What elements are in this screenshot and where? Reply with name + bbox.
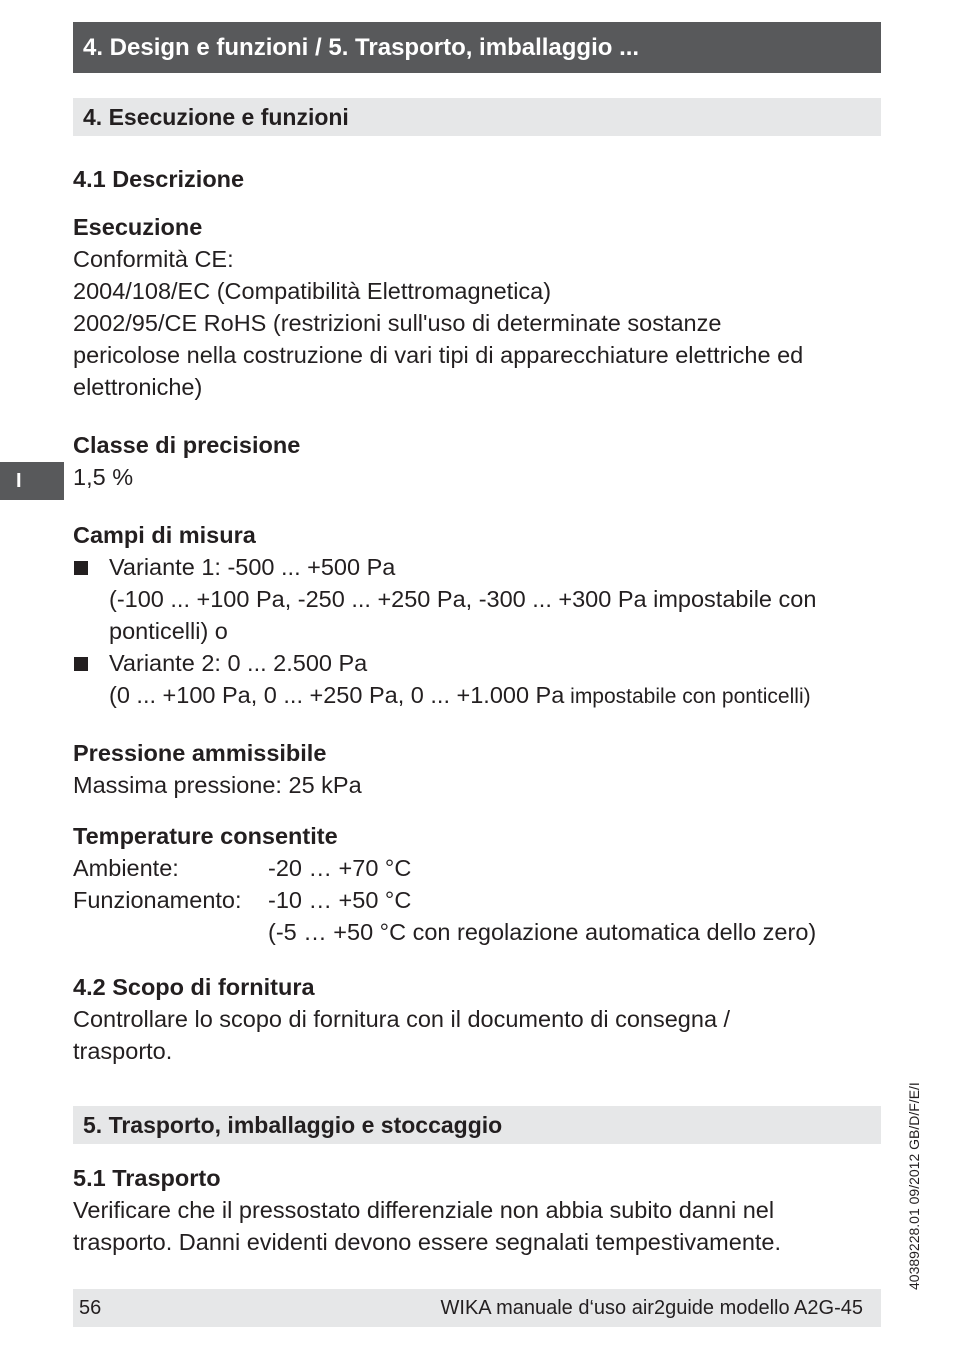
variante-1-detail: (-100 ... +100 Pa, -250 ... +250 Pa, -300 ... +300 Pa impostabile con <box>109 586 817 612</box>
section-5-title: 5. Trasporto, imballaggio e stoccaggio <box>73 1106 881 1144</box>
temp-funzionamento-value: -10 … +50 °C <box>268 887 412 913</box>
esecuzione-line: Conformità CE: <box>73 246 234 272</box>
esecuzione-line: elettroniche) <box>73 374 203 400</box>
variante-1-detail: ponticelli) o <box>109 618 228 644</box>
variante-2-detail <box>109 679 811 713</box>
trasporto-line: Verificare che il pressostato differenziale non abbia subito danni nel <box>73 1197 775 1223</box>
page-number: 56 <box>79 1297 102 1319</box>
pressione-heading: Pressione ammissibile <box>73 740 327 766</box>
variante-2-detail-main: (0 ... +100 Pa, 0 ... +250 Pa, 0 ... +1.000 Pa <box>109 682 565 708</box>
variante-2-text: Variante 2: 0 ... 2.500 Pa <box>109 650 368 676</box>
variante-2-detail-small: impostabile con ponticelli) <box>564 685 811 708</box>
page-header: 4. Design e funzioni / 5. Trasporto, imballaggio ... <box>73 22 881 73</box>
subsection-4-2-heading: 4.2 Scopo di fornitura <box>73 974 315 1000</box>
esecuzione-line: pericolose nella costruzione di vari tipi di apparecchiature elettriche ed <box>73 342 804 368</box>
page-footer <box>73 1289 881 1327</box>
esecuzione-line: 2004/108/EC (Compatibilità Elettromagnetica) <box>73 278 552 304</box>
temp-ambiente-value: -20 … +70 °C <box>268 855 412 881</box>
classe-heading: Classe di precisione <box>73 432 301 458</box>
language-tab: I <box>0 462 64 500</box>
esecuzione-heading: Esecuzione <box>73 214 203 240</box>
pressione-value: Massima pressione: 25 kPa <box>73 772 362 798</box>
classe-value: 1,5 % <box>73 464 134 490</box>
temp-funzionamento-note: (-5 … +50 °C con regolazione automatica dello zero) <box>268 919 817 945</box>
campi-heading: Campi di misura <box>73 522 256 548</box>
subsection-4-1-heading: 4.1 Descrizione <box>73 166 245 192</box>
scopo-line: trasporto. <box>73 1038 173 1064</box>
temp-funzionamento-label: Funzionamento: <box>73 887 242 913</box>
footer-text: WIKA manuale d‘uso air2guide modello A2G-45 <box>440 1297 863 1319</box>
document-code: 40389228.01 09/2012 GB/D/F/E/I <box>906 1082 922 1290</box>
trasporto-line: trasporto. Danni evidenti devono essere segnalati tempestivamente. <box>73 1229 782 1255</box>
temperature-heading: Temperature consentite <box>73 823 338 849</box>
bullet-square-icon <box>74 657 88 671</box>
esecuzione-line: 2002/95/CE RoHS (restrizioni sull'uso di determinate sostanze <box>73 310 722 336</box>
scopo-line: Controllare lo scopo di fornitura con il documento di consegna / <box>73 1006 731 1032</box>
variante-1-text: Variante 1: -500 ... +500 Pa <box>109 554 396 580</box>
section-4-title: 4. Esecuzione e funzioni <box>73 98 881 136</box>
subsection-5-1-heading: 5.1 Trasporto <box>73 1165 221 1191</box>
temp-ambiente-label: Ambiente: <box>73 855 179 881</box>
bullet-square-icon <box>74 561 88 575</box>
